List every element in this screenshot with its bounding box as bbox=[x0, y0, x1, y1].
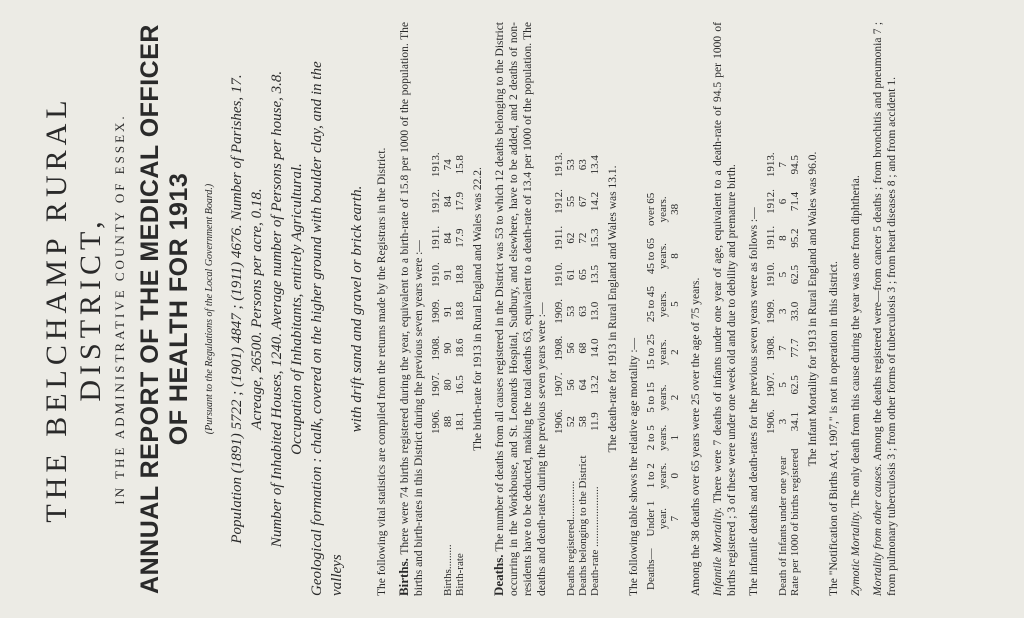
year-cell: 1911. bbox=[765, 225, 777, 251]
age-band: Under 1 bbox=[645, 500, 657, 537]
year-cell: 1909. bbox=[430, 299, 442, 324]
age-deaths-cell: 0 bbox=[669, 472, 681, 479]
age-band: 45 to 65 bbox=[645, 238, 657, 275]
age-values-row bbox=[669, 187, 681, 596]
age-unit: years. bbox=[657, 196, 669, 223]
year-cell: 1913. bbox=[553, 152, 565, 178]
age-unit: years. bbox=[657, 339, 669, 366]
age-unit: years. bbox=[657, 384, 669, 411]
deaths-table bbox=[553, 146, 601, 596]
report-title: ANNUAL REPORT OF THE MEDICAL OFFICER OF HEALTH FOR 1913 bbox=[136, 24, 193, 594]
houses-line: Number of Inhabited Houses, 1240. Average number of Persons per house, 3.8. bbox=[269, 70, 285, 548]
population-line: Population (1891) 5722 ; (1901) 4847 ; (1911) 4676. Number of Parishes, 17. bbox=[229, 74, 245, 544]
death-rate-cell: 13.0 bbox=[589, 301, 601, 321]
year-cell: 1906. bbox=[430, 409, 442, 434]
age-header-row bbox=[645, 187, 657, 596]
deaths-registered-row bbox=[565, 146, 577, 596]
year-cell: 1907. bbox=[553, 372, 565, 398]
infant-rate-cell: 62.5 bbox=[789, 375, 801, 395]
zymotic-text: The only death from this cause during the year was one from diphtheria. bbox=[850, 175, 862, 508]
births-cell: 91 bbox=[442, 305, 454, 317]
deaths-cell: 56 bbox=[565, 379, 577, 391]
year-cell: 1910. bbox=[553, 262, 565, 287]
death-rate-cell: 15.3 bbox=[589, 228, 601, 248]
deaths-cell: 68 bbox=[577, 342, 589, 354]
birth-rate-cell: 18.8 bbox=[454, 301, 466, 321]
deaths-cell: 67 bbox=[577, 196, 589, 208]
infantile-intro: The infantile deaths and death-rates for the previous seven years were as follows :— bbox=[748, 207, 760, 596]
year-cell: 1909. bbox=[553, 299, 565, 324]
district-title: THE BELCHAMP RURAL DISTRICT, bbox=[40, 95, 107, 523]
deaths-cell: 56 bbox=[565, 342, 577, 354]
deaths-cell: 52 bbox=[565, 416, 577, 428]
year-cell: 1908. bbox=[765, 335, 777, 361]
deaths-cell: 64 bbox=[577, 379, 589, 391]
year-cell: 1912. bbox=[553, 189, 565, 214]
birth-rate-cell: 18.1 bbox=[454, 412, 466, 432]
births-cell: 74 bbox=[442, 159, 454, 171]
row-label: Deaths registered.............. bbox=[565, 480, 577, 596]
age-deaths-cell: 7 bbox=[669, 515, 681, 522]
row-label: Deaths— bbox=[645, 548, 657, 590]
death-rate-cell: 13.5 bbox=[589, 265, 601, 285]
births-cell: 88 bbox=[442, 416, 454, 428]
geology-line-1: Geological formation : chalk, covered on the higher ground with boulder clay, and in the valleys bbox=[309, 61, 345, 596]
row-label: Birth-rate bbox=[454, 553, 466, 596]
rural-death-rate: The death-rate for 1913 in Rural England and Wales was 13.1. bbox=[607, 165, 619, 453]
age-band: 2 to 5 bbox=[645, 425, 657, 451]
year-cell: 1908. bbox=[430, 335, 442, 361]
age-band: 1 to 2 bbox=[645, 463, 657, 489]
birth-rate-row bbox=[454, 146, 466, 596]
deaths-paragraph bbox=[492, 22, 549, 596]
age-deaths-cell: 5 bbox=[669, 301, 681, 307]
death-rate-cell: 13.4 bbox=[589, 155, 601, 175]
notification-note: The "Notification of Births Act, 1907," is not in operation in this district. bbox=[828, 261, 840, 596]
infantile-text: There were 7 deaths of infants under one year of age, equivalent to a death-rate of 94.5 per 1000 of births registered ; 3 of these were under one week old and due to debility and premature birth. bbox=[712, 22, 738, 596]
infant-rate-cell: 34.1 bbox=[789, 412, 801, 432]
deaths-text: The number of deaths from all causes registered in the District was 53 to which 12 deaths belonging to the District occurring in the Workhouse, and St. Leonards Hospital, Sudbury, and elsewhere, have to be added, and 2 deaths of non-residents have to be deducted, making the total deaths 63, equivalent to a death-rate of 13.4 per 1000 of the population. The deaths and death-rates during the previous seven years were :— bbox=[494, 21, 548, 596]
age-band: over 65 bbox=[645, 192, 657, 227]
age-deaths-cell: 38 bbox=[669, 203, 681, 215]
infant-deaths-cell: 7 bbox=[777, 345, 789, 351]
birth-rate-cell: 17.9 bbox=[454, 228, 466, 248]
deaths-heading: Deaths. bbox=[491, 554, 506, 596]
births-cell: 90 bbox=[442, 342, 454, 354]
infant-rate-cell: 33.0 bbox=[789, 301, 801, 321]
age-unit: year. bbox=[657, 508, 669, 530]
infant-deaths-row bbox=[777, 146, 789, 596]
age-deaths-cell: 2 bbox=[669, 394, 681, 401]
age-units-row bbox=[657, 187, 669, 596]
intro-paragraph: The following vital statistics are compiled from the returns made by the Registrars in the District. bbox=[376, 147, 388, 596]
infant-deaths-cell: 5 bbox=[777, 271, 789, 278]
row-label: Rate per 1000 of births registered bbox=[789, 448, 801, 596]
age-unit: years. bbox=[657, 462, 669, 489]
deaths-cell: 72 bbox=[577, 232, 589, 244]
acreage-line: Acreage, 26500. Persons per acre, 0.18. bbox=[249, 188, 265, 430]
zymotic-heading: Zymotic Mortality. bbox=[850, 510, 862, 596]
rural-birth-rate: The birth-rate for 1913 in Rural England and Wales was 22.2. bbox=[472, 167, 484, 451]
deaths-cell: 53 bbox=[565, 305, 577, 317]
birth-rate-cell: 16.5 bbox=[454, 375, 466, 395]
rural-infant-mortality: The Infant Mortality for 1913 in Rural England and Wales was 96.0. bbox=[807, 151, 819, 467]
age-deaths-cell: 2 bbox=[669, 349, 681, 355]
infantile-years-row bbox=[765, 146, 777, 596]
death-rate-cell: 14.0 bbox=[589, 338, 601, 358]
deaths-years-row bbox=[553, 146, 565, 596]
deaths-cell: 63 bbox=[577, 305, 589, 317]
age-note: Among the 38 deaths over 65 years were 25 over the age of 75 years. bbox=[690, 277, 702, 596]
row-label: Death of Infants under one year bbox=[777, 456, 789, 596]
deaths-cell: 55 bbox=[565, 196, 577, 208]
row-label: Deaths belonging to the District bbox=[577, 455, 589, 596]
year-cell: 1907. bbox=[430, 372, 442, 398]
infant-rate-cell: 71.4 bbox=[789, 191, 801, 212]
infant-deaths-cell: 3 bbox=[777, 418, 789, 425]
occupation-line: Occupation of Inhabitants, entirely Agricultural. bbox=[289, 163, 305, 455]
births-count-row bbox=[442, 146, 454, 596]
age-deaths-cell: 1 bbox=[669, 435, 681, 441]
zymotic-paragraph bbox=[849, 22, 863, 596]
age-deaths-cell: 8 bbox=[669, 253, 681, 259]
year-cell: 1906. bbox=[765, 409, 777, 434]
death-rate-cell: 13.2 bbox=[589, 375, 601, 395]
age-unit: years. bbox=[657, 243, 669, 270]
deaths-cell: 53 bbox=[565, 159, 577, 171]
age-unit: years. bbox=[657, 291, 669, 318]
births-paragraph bbox=[397, 22, 426, 596]
age-band: 25 to 45 bbox=[645, 286, 657, 323]
year-cell: 1911. bbox=[430, 225, 442, 251]
year-cell: 1912. bbox=[765, 189, 777, 214]
births-years-row bbox=[430, 146, 442, 596]
births-heading: Births. bbox=[396, 558, 411, 596]
births-cell: 84 bbox=[442, 232, 454, 244]
other-causes-text: Among the deaths registered were—from cancer 5 deaths ; from bronchitis and pneumonia 7 ; from pulmonary tuberculosis 3 ; from other forms of tuberculosis 3 ; from heart diseases 8 ; and from accident 1. bbox=[872, 21, 898, 596]
infant-rate-row bbox=[789, 146, 801, 596]
deaths-belonging-row bbox=[577, 146, 589, 596]
year-cell: 1906. bbox=[553, 409, 565, 434]
infant-deaths-cell: 5 bbox=[777, 382, 789, 388]
deaths-cell: 65 bbox=[577, 269, 589, 281]
birth-rate-cell: 15.8 bbox=[454, 155, 466, 175]
deaths-cell: 58 bbox=[577, 416, 589, 428]
age-unit: years. bbox=[657, 424, 669, 451]
year-cell: 1912. bbox=[430, 189, 442, 214]
deaths-cell: 63 bbox=[577, 159, 589, 171]
births-cell: 91 bbox=[442, 269, 454, 281]
infant-deaths-cell: 3 bbox=[777, 308, 789, 315]
year-cell: 1909. bbox=[765, 299, 777, 324]
row-label: Births......... bbox=[442, 544, 454, 596]
pursuant-note: (Pursuant to the Regulations of the Local Government Board.) bbox=[204, 183, 215, 435]
year-cell: 1913. bbox=[765, 152, 777, 178]
year-cell: 1910. bbox=[430, 262, 442, 287]
birth-rate-cell: 17.9 bbox=[454, 191, 466, 212]
year-cell: 1913. bbox=[430, 152, 442, 178]
year-cell: 1908. bbox=[553, 335, 565, 361]
year-cell: 1910. bbox=[765, 262, 777, 287]
geology-line-2: with drift sand and gravel or brick earth. bbox=[349, 185, 365, 433]
age-band: 5 to 15 bbox=[645, 382, 657, 413]
infant-deaths-cell: 6 bbox=[777, 198, 789, 205]
age-mortality-table bbox=[645, 187, 681, 596]
infantile-table bbox=[765, 146, 801, 596]
deaths-cell: 61 bbox=[565, 269, 577, 281]
infant-rate-cell: 95.2 bbox=[789, 228, 801, 248]
death-rate-cell: 14.2 bbox=[589, 191, 601, 212]
infant-rate-cell: 77.7 bbox=[789, 338, 801, 358]
other-causes-heading: Mortality from other causes. bbox=[872, 463, 884, 596]
births-table bbox=[430, 146, 466, 596]
death-rate-row bbox=[589, 146, 601, 596]
infant-deaths-cell: 7 bbox=[777, 162, 789, 168]
deaths-cell: 62 bbox=[565, 232, 577, 244]
age-band: 15 to 25 bbox=[645, 334, 657, 371]
birth-rate-cell: 18.8 bbox=[454, 265, 466, 285]
infant-deaths-cell: 8 bbox=[777, 235, 789, 241]
births-cell: 84 bbox=[442, 196, 454, 208]
births-cell: 80 bbox=[442, 379, 454, 391]
other-causes-paragraph bbox=[871, 22, 899, 596]
infant-rate-cell: 62.5 bbox=[789, 265, 801, 285]
infantile-paragraph bbox=[711, 22, 739, 596]
year-cell: 1911. bbox=[553, 225, 565, 251]
births-text: There were 74 births registered during the year, equivalent to a birth-rate of 15.8 per 1000 of the population. The births and birth-rates in this District during the previous seven years were :— bbox=[399, 21, 425, 596]
row-label: Death-rate ...................... bbox=[589, 486, 601, 596]
county-subtitle: IN THE ADMINISTRATIVE COUNTY OF ESSEX. bbox=[112, 113, 127, 505]
infantile-heading: Infantile Mortality. bbox=[712, 507, 724, 596]
infant-rate-cell: 94.5 bbox=[789, 155, 801, 175]
age-intro: The following table shows the relative age mortality :— bbox=[628, 337, 640, 596]
birth-rate-cell: 18.6 bbox=[454, 338, 466, 358]
year-cell: 1907. bbox=[765, 372, 777, 398]
death-rate-cell: 11.9 bbox=[589, 412, 601, 432]
